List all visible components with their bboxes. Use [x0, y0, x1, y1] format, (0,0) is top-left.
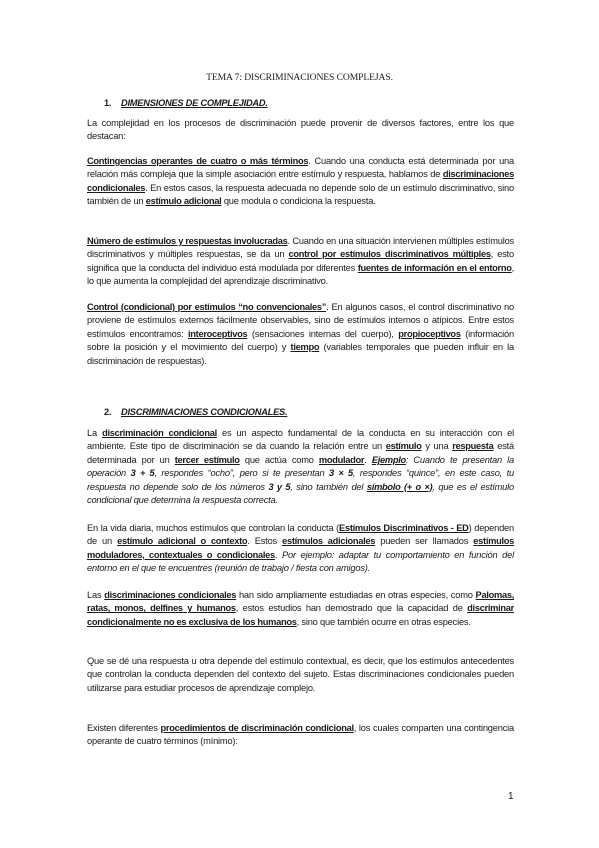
italic-run: Por ejemplo: adaptar tu comportamiento en función del entorno en el que te encuentres (reunión de trabajo / fiesta con amigos).: [87, 549, 514, 574]
text-run: , los cuales comparten una contingencia operante de cuatro términos (mínimo):: [87, 723, 514, 747]
italic-run: , respondes “ocho”, pero si te presentan: [154, 468, 330, 479]
paragraph-contingencias: [87, 155, 514, 209]
bold-term: Contingencias operantes de cuatro o más términos: [87, 156, 309, 166]
bold-term: estímulos moduladores, contextuales o condicionales: [87, 536, 514, 560]
bold-term: discriminación condicional: [102, 428, 217, 438]
bold-italic-term: símbolo (+ o ×): [366, 481, 433, 492]
bold-term: Número de estímulos y respuestas involucradas: [87, 236, 288, 246]
paragraph-otras-especies: [87, 589, 514, 629]
section-number: 1.: [104, 98, 112, 108]
bold-term: tiempo: [290, 342, 320, 353]
italic-run: , sino también del: [290, 481, 367, 492]
text-run: que actúa como: [239, 454, 319, 465]
bold-italic-term: 3 + 5: [130, 468, 155, 479]
text-run: En la vida diaria, muchos estímulos que controlan la conducta (: [87, 523, 340, 533]
bold-term: control por estímulos discriminativos múltiples: [288, 249, 491, 260]
bold-term: estímulos adicionales: [282, 536, 376, 547]
paragraph-procedimientos: [87, 722, 514, 749]
section-title: DIMENSIONES DE COMPLEJIDAD.: [121, 98, 268, 108]
paragraph-discriminacion-condicional: [87, 427, 514, 507]
section-title: DISCRIMINACIONES CONDICIONALES.: [121, 407, 288, 417]
document-title: TEMA 7: DISCRIMINACIONES COMPLEJAS.: [206, 72, 393, 83]
text-run: (sensaciones internas del cuerpo),: [247, 328, 399, 339]
text-run: .: [274, 549, 282, 560]
text-run: pueden ser llamados: [375, 536, 474, 547]
bold-italic-term: 3 y 5: [268, 481, 291, 492]
text-run: . Cuando una conducta está determinada por una relación más compleja que la simple asociación entre estímulo y respuesta, hablamos de: [87, 156, 514, 180]
bold-term: discriminar condicionalmente no es exclusiva de los humanos: [87, 603, 514, 627]
bold-term: estímulo: [385, 441, 422, 452]
paragraph-estimulo-contextual: Que se dé una respuesta u otra depende del estímulo contextual, es decir, que los estímulos antecedentes que controlan la conducta dependen del contexto del sujeto. Estas discriminaciones condicionales pueden utilizarse para estudiar procesos de aprendizaje complejo.: [87, 656, 514, 693]
bold-term: interoceptivos: [188, 328, 248, 339]
text-run: (variables temporales que pueden influir en la discriminación de respuestas).: [87, 342, 514, 366]
bold-term: Control (condicional) por estímulos “no convencionales”: [87, 302, 327, 312]
text-run: y una: [421, 441, 453, 452]
text-run: es un aspecto fundamental de la conducta en su interacción con el ambiente. Este tipo de discriminación se da cuando la relación entre un: [87, 428, 514, 452]
bold-term: propioceptivos: [398, 328, 461, 339]
text-run: . Cuando en una situación intervienen múltiples estímulos discriminativos y múltiples respuestas, se da un: [87, 236, 515, 260]
text-run: , esto significa que la conducta del individuo está modulada por diferentes: [87, 249, 514, 273]
bold-term: tercer estímulo: [174, 454, 240, 465]
text-run: , estos estudios han demostrado que la capacidad de: [235, 603, 468, 614]
text-run: Existen diferentes: [87, 723, 161, 733]
page-number: 1: [508, 791, 514, 802]
paragraph-numero-estimulos: [87, 235, 514, 289]
paragraph-vida-diaria: [87, 522, 514, 576]
text-run: La: [87, 428, 103, 438]
text-run: , sino que también ocurre en otras especies.: [296, 616, 471, 627]
text-run: Las: [87, 590, 105, 600]
text-run: (información sobre la posición y el movimiento del cuerpo) y: [87, 328, 514, 353]
bold-term: Ejemplo: [371, 454, 406, 465]
bold-term: discriminaciones condicionales: [104, 590, 237, 600]
bold-term: modulador: [318, 454, 365, 465]
bold-term: respuesta: [452, 441, 494, 452]
bold-term: Palomas, ratas, monos, delfines y humanos: [87, 590, 514, 614]
paragraph-intro: La complejidad en los procesos de discriminación puede provenir de diversos factores, entre los que destacan:: [87, 118, 514, 142]
bold-term: estímulo adicional o contexto: [117, 536, 248, 547]
bold-term: Estímulos Discriminativos - ED: [339, 523, 469, 533]
text-run: , lo que aumenta la complejidad del aprendizaje discriminativo.: [87, 262, 515, 287]
text-run: . Estos: [247, 536, 283, 547]
paragraph-control-no-convencional: [87, 301, 514, 368]
bold-term: procedimientos de discriminación condicional: [160, 723, 354, 733]
text-run: . En algunos casos, el control discriminativo no proviene de estímulos externos fácilmente observables, sino de estímulos internos o atípicos. Entre estos estímulos encontramos:: [87, 302, 514, 339]
section-number: 2.: [104, 407, 112, 417]
bold-term: discriminaciones condicionales: [87, 169, 514, 193]
section-heading-1: [104, 97, 268, 110]
text-run: está determinada por un: [87, 441, 515, 465]
bold-term: fuentes de información en el entorno: [357, 262, 512, 273]
text-run: han sido ampliamente estudiadas en otras especies, como: [236, 590, 476, 600]
text-run: ) dependen de un: [87, 523, 514, 547]
text-run: que modula o condiciona la respuesta.: [221, 196, 376, 207]
section-heading-2: [104, 406, 287, 419]
bold-term: estímulo adicional: [145, 196, 222, 207]
italic-run: , que es el estímulo condicional que determina la respuesta correcta.: [87, 481, 514, 506]
italic-run: , respondes “quince”, en este caso, tu respuesta no depende solo de los números: [87, 468, 514, 492]
bold-italic-term: 3 × 5: [329, 468, 353, 479]
text-run: . En estos casos, la respuesta adecuada no depende solo de un estímulo discriminativo, sino también de un: [87, 182, 514, 207]
text-run: .: [364, 454, 372, 465]
italic-run: : Cuando te presentan la operación: [87, 454, 514, 479]
